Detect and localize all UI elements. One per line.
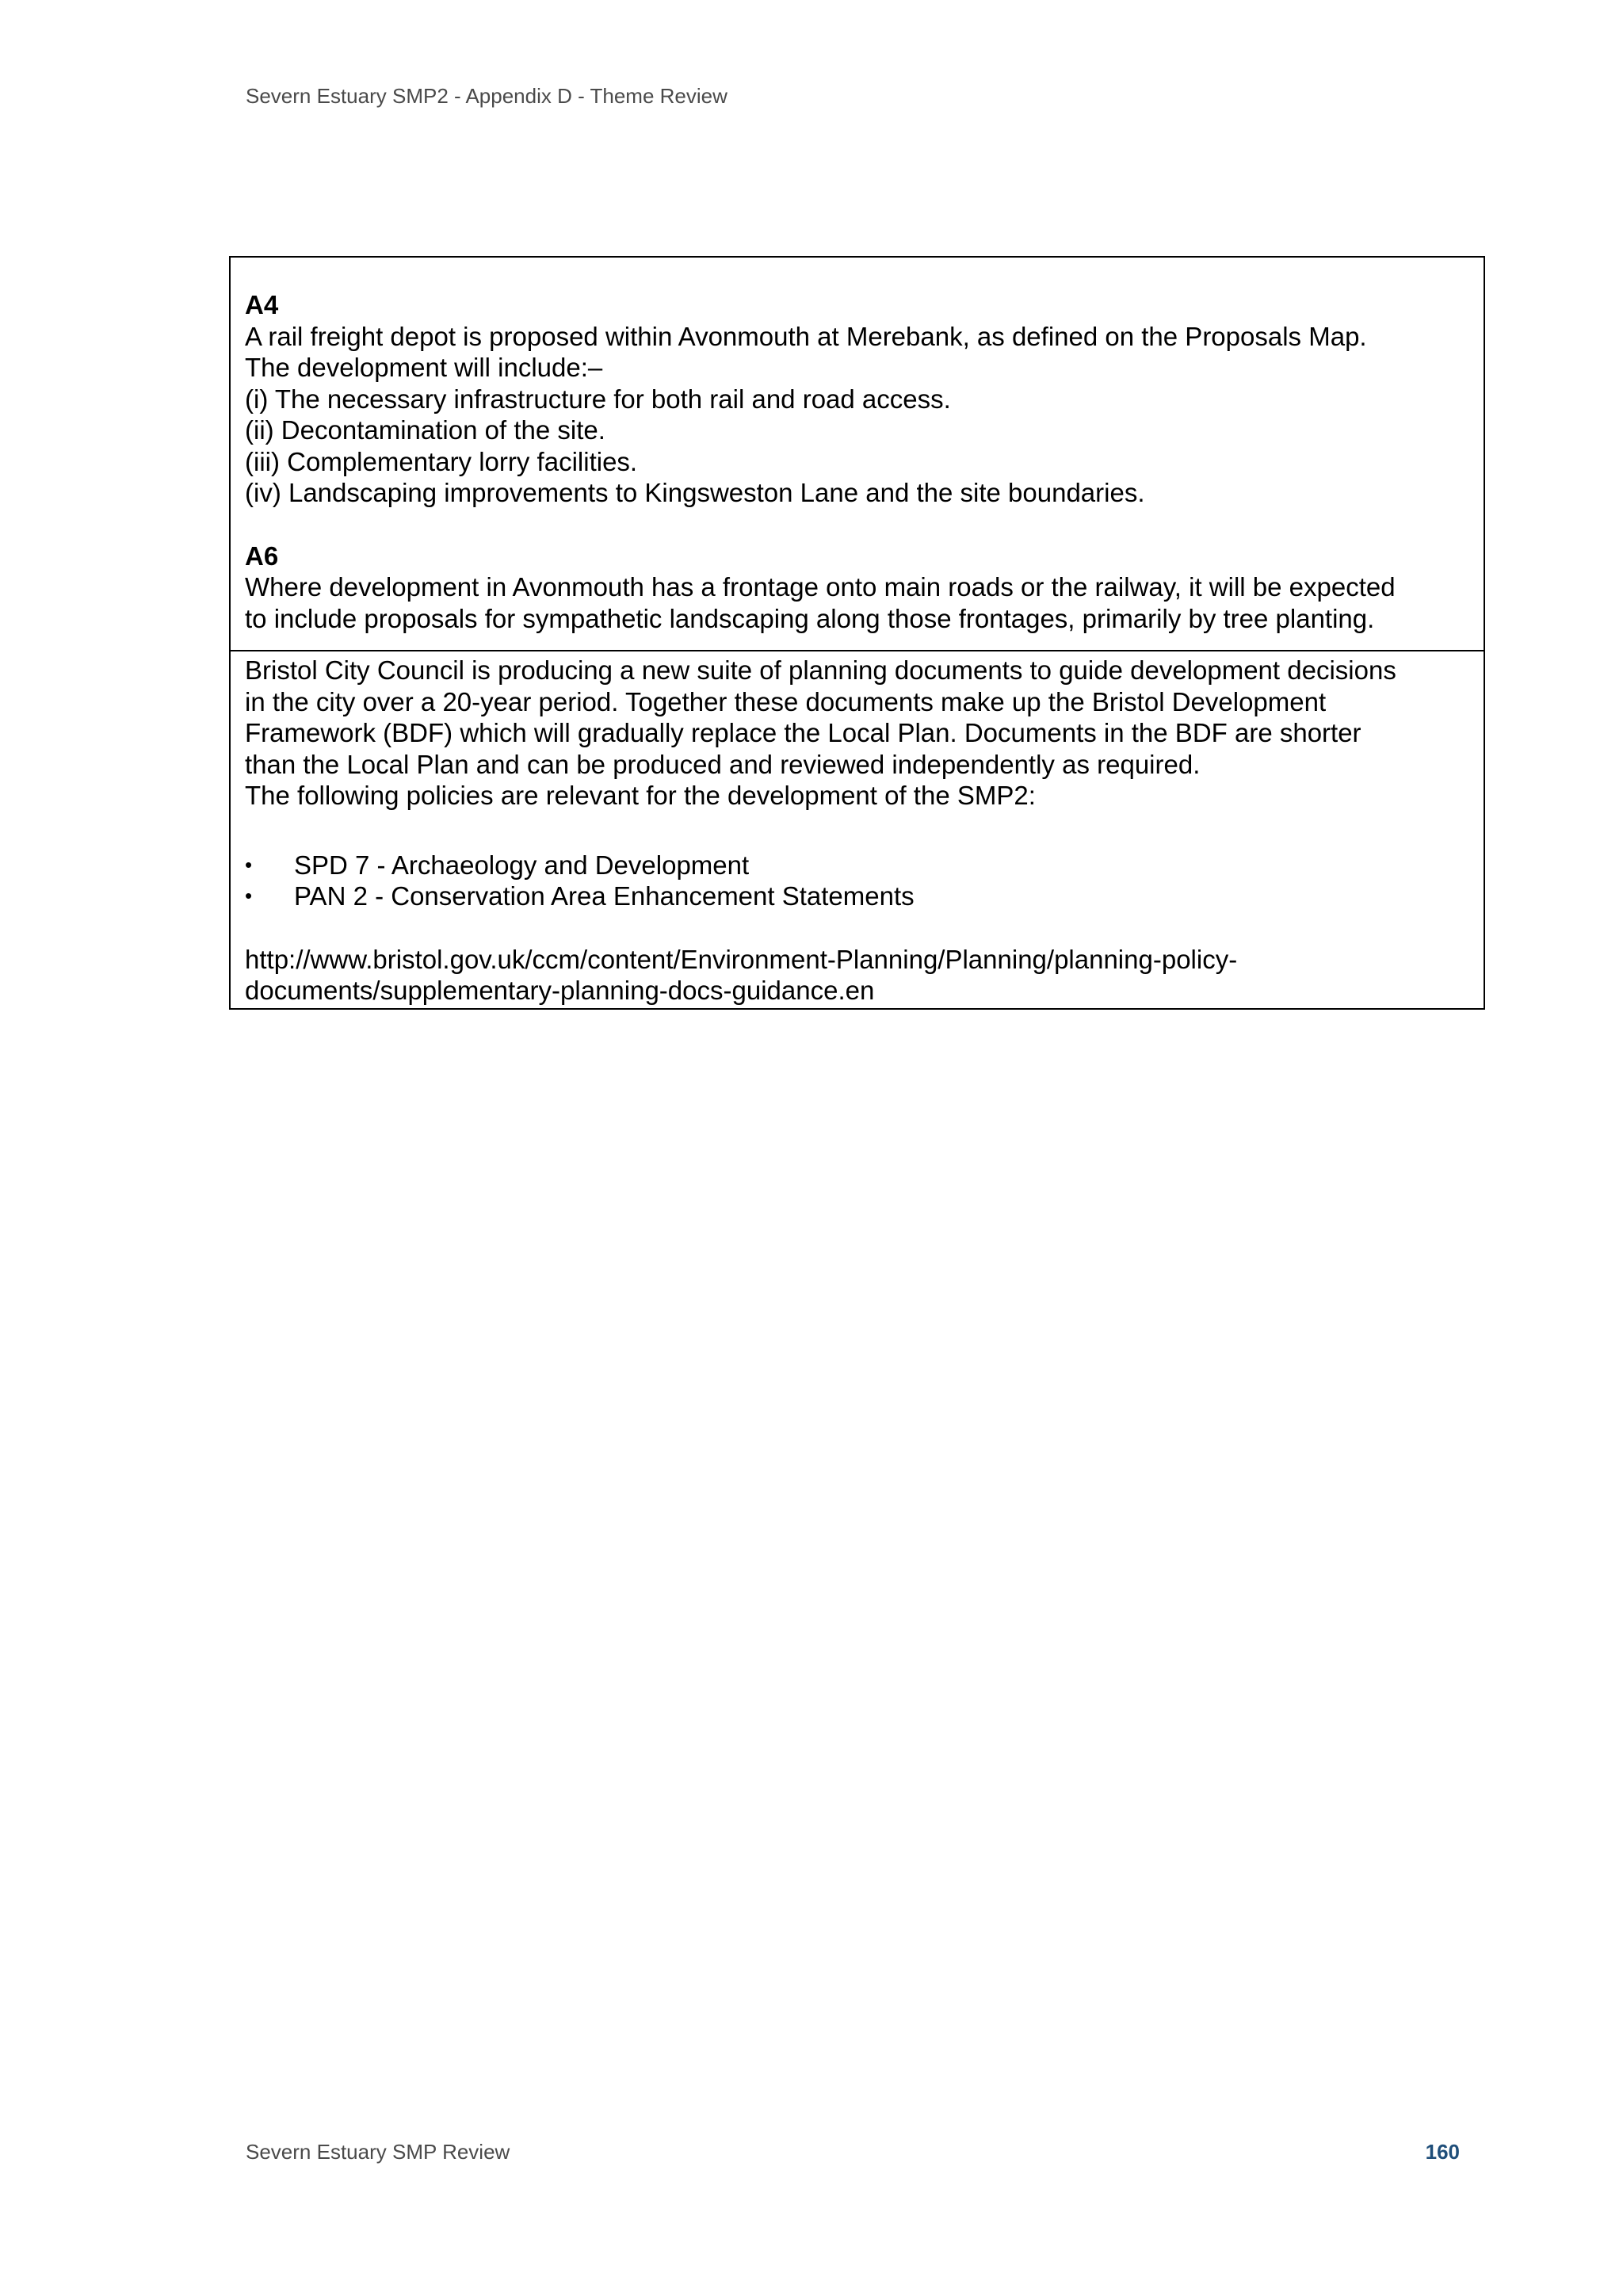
policy-a4-line: (ii) Decontamination of the site. bbox=[245, 415, 605, 445]
running-footer: Severn Estuary SMP Review bbox=[246, 2140, 510, 2164]
reference-url[interactable] bbox=[245, 944, 1469, 1007]
running-header: Severn Estuary SMP2 - Appendix D - Theme Review bbox=[246, 84, 727, 108]
policy-a4-line: (iii) Complementary lorry facilities. bbox=[245, 446, 638, 476]
policy-code-a4: A4 bbox=[245, 290, 279, 319]
bdf-paragraph-line: The following policies are relevant for the development of the SMP2: bbox=[245, 781, 1036, 810]
reference-url-line[interactable]: http://www.bristol.gov.uk/ccm/content/Environment-Planning/Planning/planning-policy- bbox=[245, 944, 1238, 974]
bdf-paragraph-line: Bristol City Council is producing a new suite of planning documents to guide development decisions bbox=[245, 655, 1396, 685]
policy-a4-line: (i) The necessary infrastructure for both rail and road access. bbox=[245, 384, 951, 414]
policy-a4-line: A rail freight depot is proposed within Avonmouth at Merebank, as defined on the Proposals Map. bbox=[245, 321, 1367, 351]
table-cell-bdf-documents bbox=[231, 651, 1484, 1008]
bullet-item-pan2: • PAN 2 - Conservation Area Enhancement Statements bbox=[245, 881, 1469, 912]
bullet-item-spd7: • SPD 7 - Archaeology and Development bbox=[245, 850, 1469, 881]
reference-url-line[interactable]: documents/supplementary-planning-docs-guidance.en bbox=[245, 976, 875, 1005]
bdf-paragraph-line: in the city over a 20-year period. Together these documents make up the Bristol Development bbox=[245, 686, 1327, 716]
bdf-paragraph-line: Framework (BDF) which will gradually replace the Local Plan. Documents in the BDF are shorter bbox=[245, 718, 1361, 747]
policy-a4-line: (iv) Landscaping improvements to Kingsweston Lane and the site boundaries. bbox=[245, 478, 1145, 507]
policy-a6-line: Where development in Avonmouth has a frontage onto main roads or the railway, it will be expected bbox=[245, 572, 1396, 602]
paragraph-gap bbox=[245, 509, 1469, 541]
table-cell-local-plan-policies bbox=[231, 258, 1484, 651]
policy-bullet-list bbox=[245, 850, 1469, 912]
policy-a6-line: to include proposals for sympathetic landscaping along those frontages, primarily by tree planting. bbox=[245, 603, 1375, 633]
policy-code-a6: A6 bbox=[245, 541, 279, 571]
bdf-paragraph-line: than the Local Plan and can be produced and reviewed independently as required. bbox=[245, 749, 1201, 779]
policy-table bbox=[229, 256, 1485, 1010]
page-number: 160 bbox=[1425, 2140, 1460, 2164]
policy-a4-line: The development will include:– bbox=[245, 353, 603, 382]
